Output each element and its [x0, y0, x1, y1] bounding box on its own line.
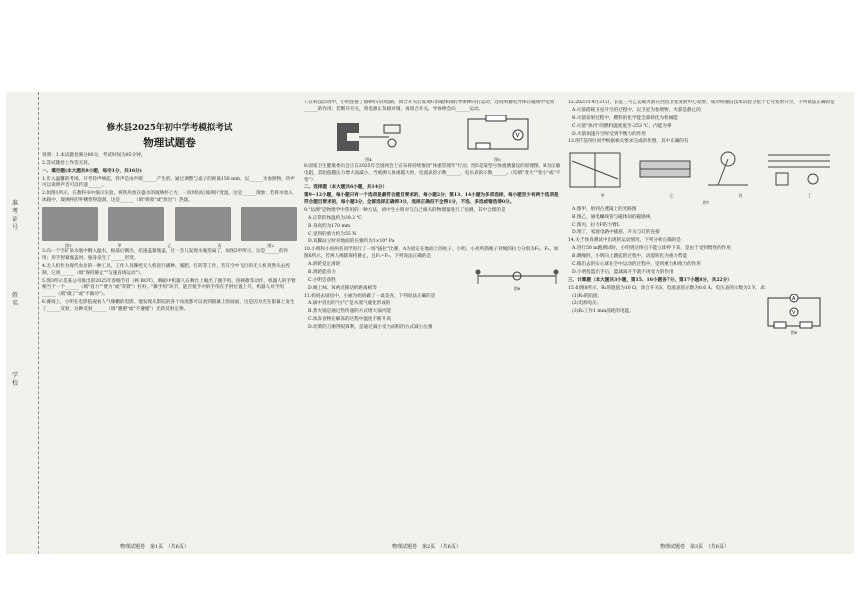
q12-option-d: D.火箭加速升空时受到平衡力的作用 — [572, 131, 646, 137]
question-7: 7.在科技活动中，小明连接了图4所示的电路，闭合开关后发现U形磁体间的导体棒向右运动，这说明通电导体在磁场中受到______的作用；若断开开关，将电源正负极对调，再闭合开关，导体棒会向______运动。 — [304, 100, 555, 112]
fig-caption: 图4 — [365, 157, 372, 163]
question-6: 6.赛场上，小明在电影院观看人气爆棚的电影，他发现从影院的各个角度都可以看到银幕上的画面，这是因为光在银幕上发生了______反射，这种反射______（填"遵循"或"不遵循"）光的反射定律。 — [42, 299, 295, 312]
q9-option-b: B.身高约为170 mm — [308, 223, 351, 229]
note-2: 2.答试题卷上作答无效。 — [42, 160, 93, 166]
question-14: 14.关于体育测试中出现的运动情况，下列分析正确的是 — [568, 238, 681, 244]
fig-caption: 丙 — [738, 193, 743, 199]
note-1: 说明：1.本试题卷满分80分，考试时间为85分钟。 — [42, 153, 146, 158]
q13-option-c: C.图丙，拉力F的力臂L — [572, 222, 620, 228]
q14-option-c: C.掷出去的实心球在空中运动的过程中，受到重力和推力的作用 — [572, 261, 701, 267]
figure-5-scale-circuit — [458, 115, 538, 155]
fig-caption: 乙 — [669, 193, 674, 199]
question-11: 11.妈妈去厨房中，小丽为妈妈做了一桌美食，下列说法正确的是 — [304, 293, 436, 299]
q9-option-d: D.双脚站立时对地面的压强约为1×10⁴ Pa — [308, 239, 395, 245]
q15-parts-with-figure — [568, 294, 844, 338]
section-3-heading: 三、计算题（本大题共3小题，第15、16小题各7分，第17小题8分，共22分） — [568, 277, 732, 283]
section-2-heading: 二、选择题（本大题共6小题，共14分） — [304, 185, 388, 191]
section-2-note: 第9~12小题，每小题只有一个选项是最符合题目要求的，每小题2分；第13、14小题为多项选择，每小题至少有两个选项是符合题目要求的，每小题3分，全部选择正确得3分，选择正确但不全得1分，不选、多选或错选得0分。 — [304, 193, 559, 205]
page-1-footer: 物理试题卷 第1页 （共6页） — [120, 544, 189, 550]
paper-title: 物理试题卷 — [143, 137, 196, 149]
fig-caption: 丙 — [217, 242, 222, 248]
question-10: 10.小明和小亮两名同学进行了一场"拔拉"比赛，A为固定在地面上的柱子，小明、小亮所抓绳子对绳的拉力分别为F₁、F₂，如图6所示，若两人绳都保持静止，且F₁=F₂，下列说法正确的是 — [304, 247, 559, 260]
question-15: 15.如图8所示，R₁的阻值为10 Ω，闭合开关S，电流表的示数为0.6 A，电压表的示数为3 V，求： — [568, 285, 770, 291]
figure-8-circuit — [764, 294, 824, 330]
q10-option-a: A.滑轮是定滑轮 — [308, 261, 341, 267]
question-13: 13.图7是四位同学根据相关要求完成的作图，其中正确的有 — [568, 139, 689, 145]
figure-1-image — [42, 207, 98, 241]
exam-title: 修水县2025年初中学考模拟考试 — [106, 123, 233, 133]
fig-caption: 甲 — [117, 242, 122, 248]
fig-caption: 图8 — [790, 329, 798, 335]
q10-option-c: C.小明会获胜 — [308, 277, 336, 283]
fig-caption: 图7 — [702, 200, 710, 206]
question-12: 12.2025年4月21日，长征三号乙运载火箭在西昌卫星发射中心发射，成功将通信技术试验卫星十七号发射升空，下列说法正确的是 — [568, 100, 835, 105]
q12-option-c: C.火箭"体内"的燃料温度低至-253 ℃，内能为零 — [572, 123, 672, 129]
q11-option-a: A.锅中冒出的"白气"是水蒸气液化形成的 — [308, 301, 391, 307]
svg-text:A: A — [792, 295, 796, 302]
svg-text:V: V — [792, 309, 796, 316]
q14-option-d: D.小明投篮出手后，篮球离开手就不再受力的作用 — [572, 269, 674, 275]
q9-option-a: A.正常的体温约为39.2 ℃ — [308, 215, 362, 221]
name-label: 姓名 — [12, 292, 19, 307]
q13-option-a: A.图甲，射到凸透镜上的光路图 — [572, 206, 637, 212]
question-2: 2.如图1所示，在教科书中演示实验，将铁块放在盛水的玻璃杯上方，一段时间后玻璃片变湿，这是______现象；若将水放入冰箱中，玻璃杯的外侧变得湿润，这是______（填"吸收"或"放出"）热量。 — [42, 191, 293, 203]
q9-option-c: C.受到的重力约为55 N — [308, 231, 357, 237]
figure-row-4-5 — [304, 115, 562, 155]
school-label: 学校 — [12, 372, 19, 387]
section-1-heading: 一、填空题(本大题共8小题，每空1分，共16分) — [42, 168, 142, 174]
question-8: 8.国家卫生健康委员会正在2025年全国两会上宣布将持续推进"体重管理年"行动，图5是某型号体重测量仪的原理图，R为压敏电阻，其阻值随压力增大而减小，当被测人体重越大时，电流表的示数______，电压表的示数______。（均填"变大""变小"或"不变"） — [304, 164, 561, 183]
figure-2-jia-image — [108, 207, 164, 241]
fig-caption: 图1 — [64, 242, 72, 248]
page-1 — [42, 100, 297, 540]
q10-option-d: D.绳上M、N两点移动的距离相等 — [308, 285, 377, 291]
q15-part-2: (2)电源电压； — [572, 301, 602, 307]
q11-option-c: C.冰冻食物在解冻的过程中温度不断升高 — [308, 317, 391, 323]
q15-part-1: (1)R₂的阻值； — [572, 293, 603, 299]
q12-option-b: B.火箭发射过程中，燃料的化学能全部转化为机械能 — [572, 115, 678, 121]
figure-4-magnet-circuit — [329, 115, 409, 155]
page-3-footer: 物理试题卷 第3页 （共6页） — [660, 544, 729, 550]
fig-caption: 图2 — [267, 242, 274, 248]
q14-option-b: B.跳绳时，小明向上跳起的过程中，动能转化为重力势能 — [572, 254, 688, 260]
q15-part-3: (3)R₂工作1 min消耗的电能。 — [572, 309, 634, 315]
q12-option-a: A.火箭搭载卫星升空的过程中，以卫星为参照物，火箭是静止的 — [572, 107, 701, 113]
page-2-footer: 物理试题卷 第2页 （共6页） — [392, 544, 461, 550]
figure-row-1-2 — [42, 207, 297, 241]
page-3 — [568, 100, 844, 540]
exam-id-label: 准考证号 — [12, 200, 19, 231]
q10-option-b: B.滑轮能省力 — [308, 269, 336, 275]
q11-option-b: B.煮火锅是通过热传递的方式增大锅内能 — [308, 309, 391, 315]
q13-option-d: D.图丁，家庭电路中插座、开关与灯的连接 — [572, 230, 660, 236]
question-4: 4.无人机作为现代农业的一种工具，工作人员操控无人机进行播种、施肥、打药等工作，若在空中飞行的无人机突然失去控制，它将______（填"保持静止""匀速直线运动"）。 — [42, 263, 290, 276]
figure-2-yi-image — [175, 207, 231, 241]
figure-6-tug-of-war — [472, 264, 562, 286]
page-2 — [304, 100, 562, 540]
figure-7-diagrams — [568, 147, 838, 193]
question-5: 5.图3所示是某公司推出的2025年春晚节目《秧 BOT》，舞蹈中机器人在舞台上做出了抛手绢、扭秧歌等动作，机器人的手臂相当于一个______（填"省力""费力"或"等臂"）杠杆，"舞手绢"环节，能否使手中的手绢在手肘位置上升，机器人对手绢______（填"做了"或"不做功"）。 — [42, 278, 296, 297]
q13-option-b: B.图乙，通电螺线管与磁体间的磁感线 — [572, 214, 651, 220]
fig-caption: 图5 — [494, 157, 501, 163]
fig-caption: 乙 — [167, 242, 172, 248]
q14-option-a: A.进行50 m跑测试时，小明到达终点不能立即停下来，是由于受到惯性的作用 — [572, 246, 731, 252]
q11-option-d: D.切菜的刀磨得很锋利，是通过减小受力面积的方式减小压强 — [308, 325, 433, 331]
q10-options-with-figure — [304, 262, 562, 294]
figure-2-bing-image — [241, 207, 297, 241]
svg-text:V: V — [515, 132, 520, 140]
question-1: 1.步入温馨的考场，开考铃声响起，铃声是由声源______产生的。通过调整与桌子的距离150 mm、以______为参照物，铃声可以说明声音可以传递______。 — [42, 176, 296, 189]
question-9: 9."估测"是物理学中常用的一种方法，初中生小明对与自己相关的物理量进行了估测，其中合理的是 — [304, 207, 506, 213]
fig-caption: 甲 — [600, 193, 605, 199]
fig-caption: 图6 — [513, 285, 521, 291]
binding-margin — [6, 92, 39, 554]
fig-caption: 丁 — [807, 193, 812, 199]
question-3: 3.向一个空矿泉水瓶中倒入温水，振荡后倒出，迅速盖紧瓶盖，过一会儿发现水瓶变扁了，如图2甲所示，这是______的作用；用手捏紧瓶盖时，瓶身发生了______形变。 — [42, 249, 289, 262]
